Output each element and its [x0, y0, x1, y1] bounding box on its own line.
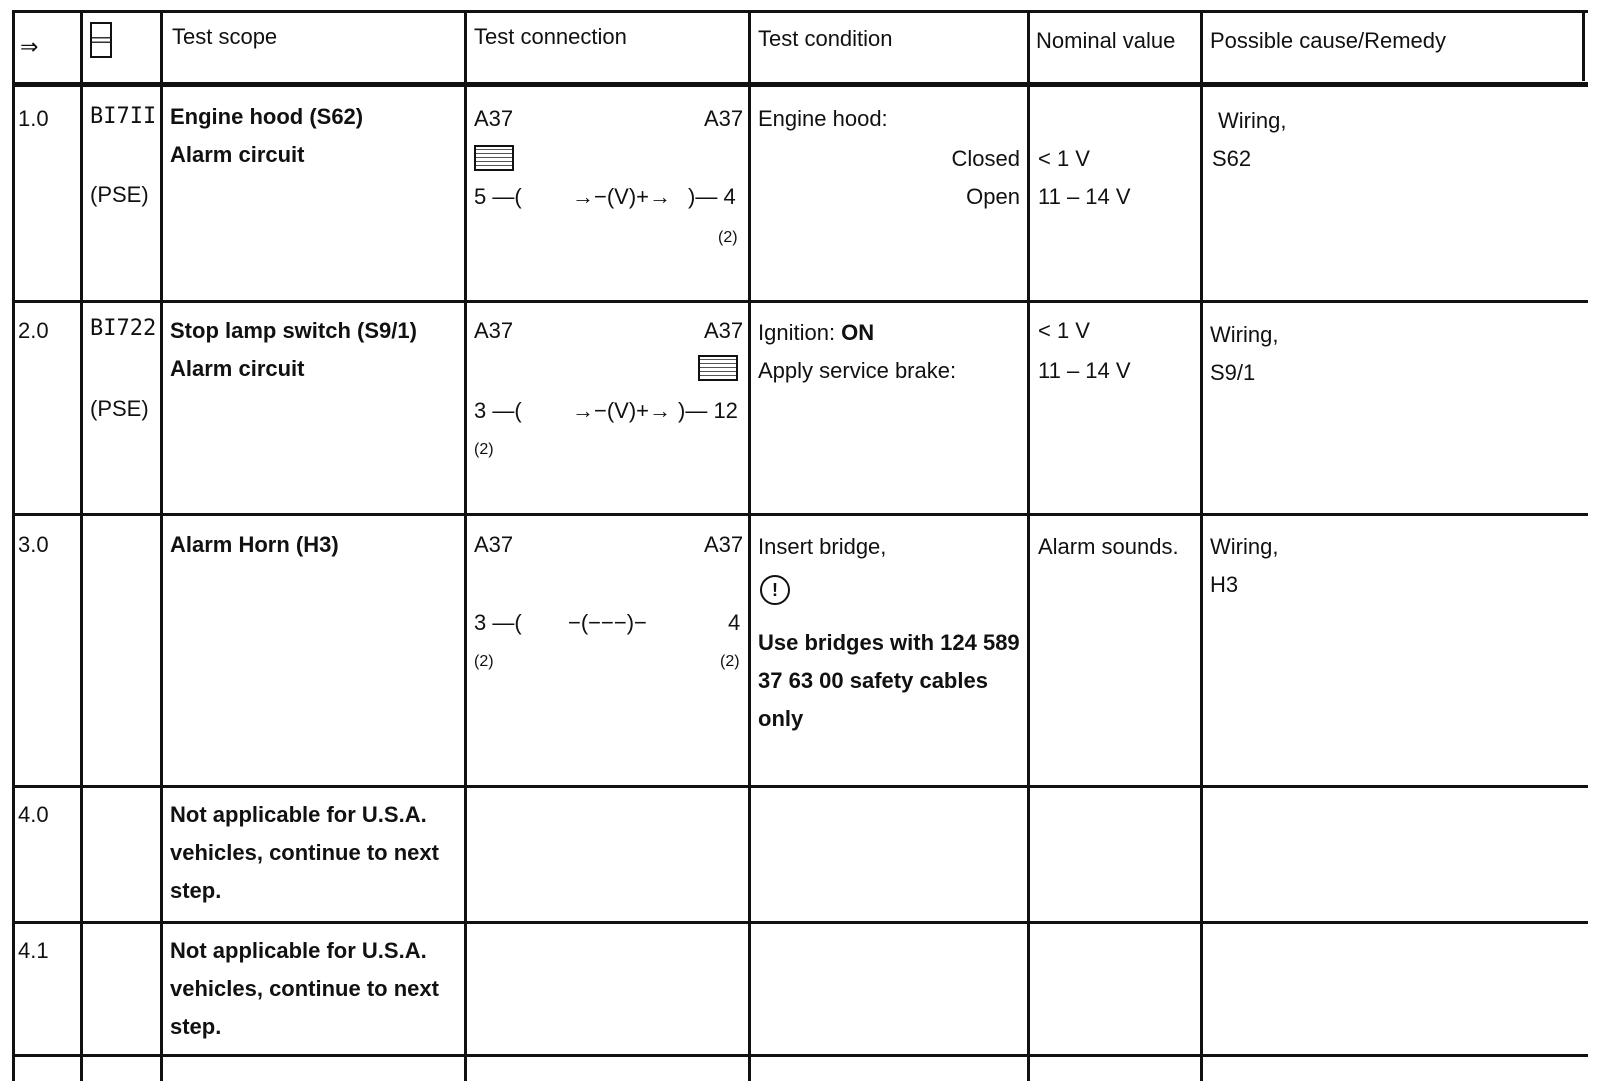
conn-right-label: A37 [704, 532, 744, 557]
conn-right-pin: 4 [728, 610, 741, 635]
condition-bold: ON [841, 320, 875, 345]
remedy-text: S9/1 [1210, 360, 1256, 385]
col-line [1200, 10, 1203, 1081]
condition-warning: 37 63 00 safety cables [758, 668, 988, 693]
conn-note: (2) [474, 653, 494, 670]
condition-text: Engine hood: [758, 106, 888, 131]
table-border-bottom [12, 1054, 1588, 1057]
remedy-text: Wiring, [1210, 534, 1279, 559]
scope-text: step. [170, 878, 222, 903]
header-remedy: Possible cause/Remedy [1210, 28, 1447, 53]
conn-left-pin: 3 —( [474, 610, 522, 635]
col-line [1582, 10, 1585, 81]
condition-warning: Use bridges with 124 589 [758, 630, 1020, 655]
condition-text [758, 314, 874, 352]
fault-code: BI722 [90, 316, 157, 341]
scope-title: Stop lamp switch (S9/1) [170, 318, 417, 343]
pse-label: (PSE) [90, 396, 149, 421]
fault-code: BI7II [90, 104, 157, 129]
bridge-symbol: −(−−−)− [568, 610, 647, 635]
col-line [160, 10, 163, 1081]
row-divider [12, 921, 1588, 924]
col-line [464, 10, 467, 1081]
header-divider [12, 82, 1588, 87]
condition-text: Insert bridge, [758, 534, 887, 559]
scope-subtitle: Alarm circuit [170, 142, 305, 167]
pse-label: (PSE) [90, 182, 149, 207]
remedy-text: Wiring, [1210, 322, 1279, 347]
voltmeter-symbol: →−(V)+→ [572, 398, 672, 423]
scope-text: vehicles, continue to next [170, 976, 439, 1001]
condition-warning: only [758, 706, 804, 731]
ecu-icon [474, 138, 514, 176]
conn-left-label: A37 [474, 106, 514, 131]
condition-prefix: Ignition: [758, 320, 842, 345]
row-divider [12, 785, 1588, 788]
nominal-value: < 1 V [1038, 146, 1090, 171]
col-line [80, 10, 83, 1081]
header-test-scope: Test scope [172, 24, 278, 49]
nominal-value: < 1 V [1038, 318, 1090, 343]
step-number: 4.1 [18, 938, 49, 963]
scope-text: step. [170, 1014, 222, 1039]
conn-left-label: A37 [474, 318, 514, 343]
remedy-text: S62 [1212, 146, 1252, 171]
nominal-value: 11 – 14 V [1038, 358, 1131, 383]
conn-note: (2) [720, 653, 740, 670]
conn-left-label: A37 [474, 532, 514, 557]
scope-title: Alarm Horn (H3) [170, 532, 339, 557]
voltmeter-symbol: →−(V)+→ [572, 184, 672, 209]
table-border-top [12, 10, 1588, 13]
test-table [12, 10, 1588, 1081]
header-arrow: ⇒ [20, 34, 39, 59]
scope-text: Not applicable for U.S.A. [170, 938, 427, 963]
conn-right-label: A37 [704, 318, 744, 343]
row-divider [12, 513, 1588, 516]
scope-title: Engine hood (S62) [170, 104, 364, 129]
col-line [1027, 10, 1030, 1081]
remedy-text: Wiring, [1218, 108, 1287, 133]
condition-text: Open [966, 184, 1020, 209]
nominal-value: Alarm sounds. [1038, 534, 1179, 559]
conn-right-pin: )— 4 [688, 184, 736, 209]
remedy-text: H3 [1210, 572, 1239, 597]
ecu-icon [698, 348, 738, 386]
col-line [12, 10, 15, 1081]
scope-subtitle: Alarm circuit [170, 356, 305, 381]
bridge-warning-icon: ! [760, 570, 790, 608]
step-number: 2.0 [18, 318, 49, 343]
row-divider [12, 300, 1588, 303]
scope-text: vehicles, continue to next [170, 840, 439, 865]
header-test-condition: Test condition [758, 26, 893, 51]
condition-text: Closed [951, 146, 1020, 171]
header-nominal-value: Nominal value [1036, 28, 1176, 53]
step-number: 4.0 [18, 802, 49, 827]
scope-text: Not applicable for U.S.A. [170, 802, 427, 827]
tester-icon [90, 22, 112, 70]
conn-note: (2) [474, 441, 494, 458]
header-test-connection: Test connection [474, 24, 627, 49]
col-line [748, 10, 751, 1081]
conn-right-label: A37 [704, 106, 744, 131]
conn-left-pin: 3 —( [474, 398, 522, 423]
step-number: 3.0 [18, 532, 49, 557]
conn-note: (2) [718, 229, 738, 246]
conn-right-pin: )— 12 [678, 398, 738, 423]
nominal-value: 11 – 14 V [1038, 184, 1131, 209]
step-number: 1.0 [18, 106, 49, 131]
conn-left-pin: 5 —( [474, 184, 522, 209]
condition-text: Apply service brake: [758, 358, 957, 383]
